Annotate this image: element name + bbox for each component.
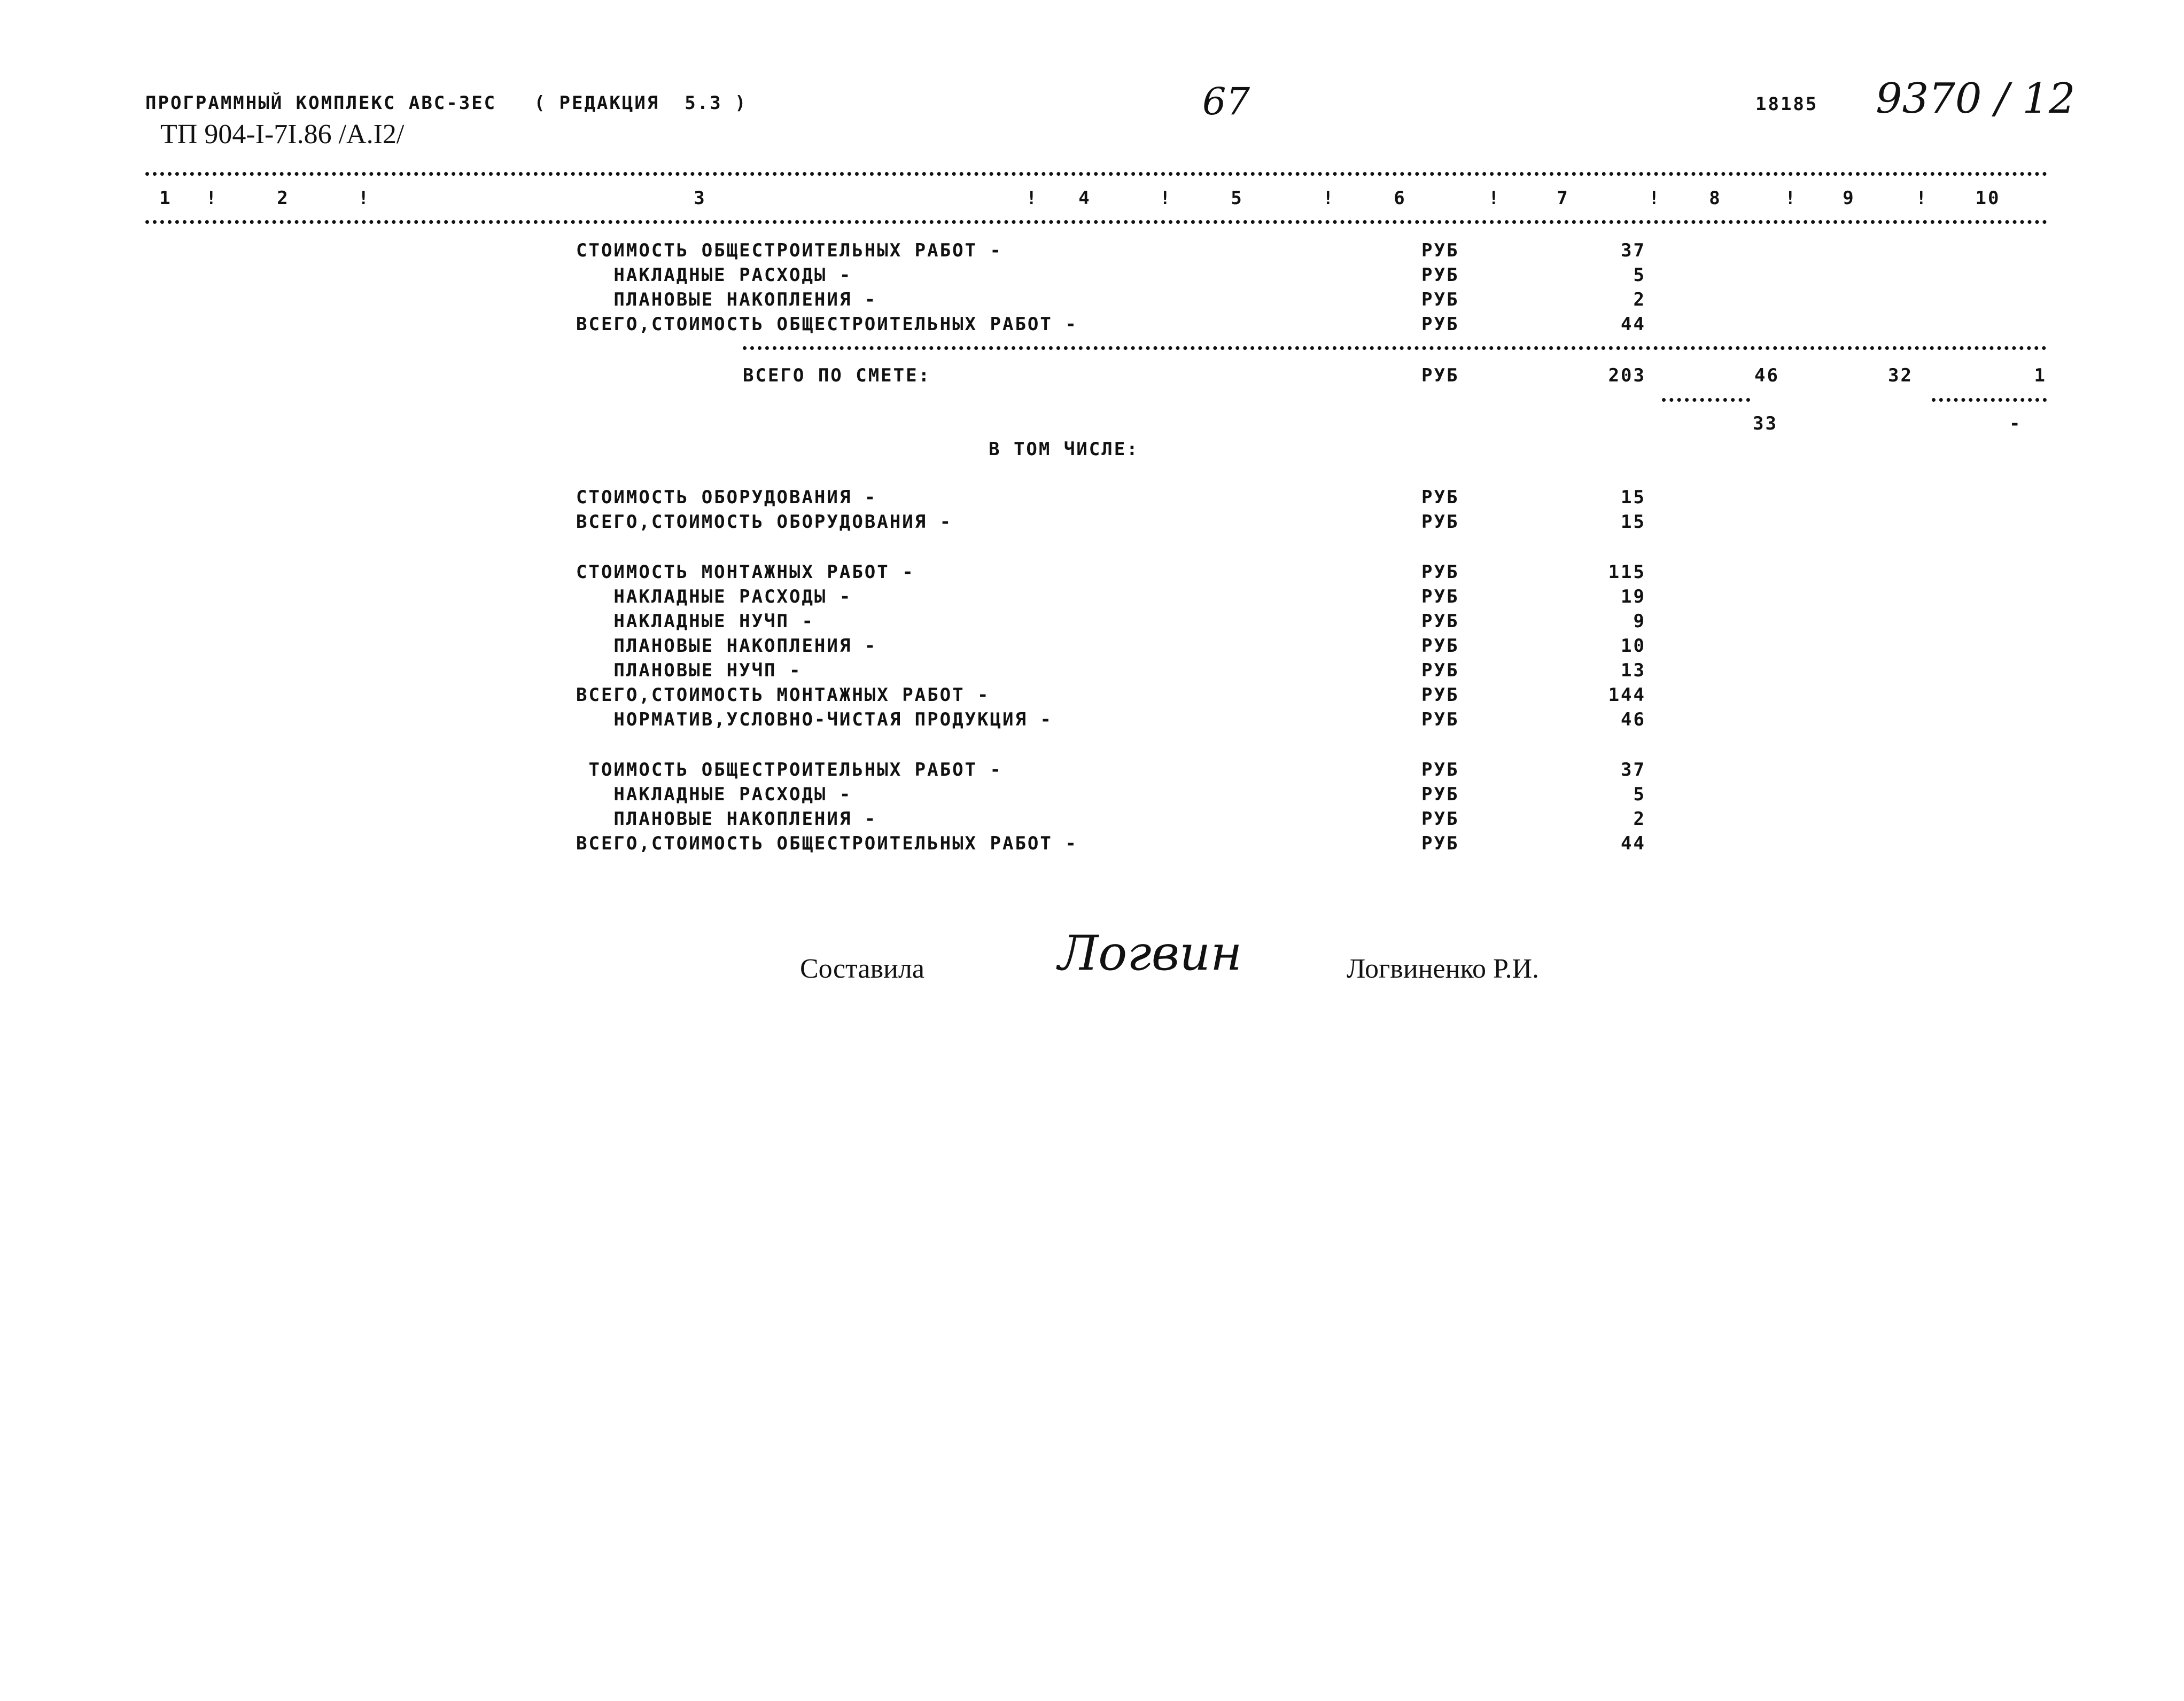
total-col9: 32 bbox=[1888, 365, 1913, 386]
document-code: ТП 904-I-7I.86 /А.I2/ bbox=[160, 119, 405, 150]
unit-cell: РУБ bbox=[1421, 611, 1459, 632]
item-label: НАКЛАДНЫЕ РАСХОДЫ - bbox=[576, 586, 852, 607]
item-label: ПЛАНОВЫЕ НУЧП - bbox=[576, 660, 802, 681]
total-col10: 1 bbox=[2034, 365, 2047, 386]
column-separator: ! bbox=[1916, 188, 1929, 209]
item-label: НАКЛАДНЫЕ НУЧП - bbox=[576, 611, 814, 632]
total-col8: 46 bbox=[1754, 365, 1779, 386]
unit-cell: РУБ bbox=[1421, 586, 1459, 607]
amount-cell: 15 bbox=[1621, 511, 1646, 533]
unit-cell: РУБ bbox=[1421, 635, 1459, 657]
total-col10-sub: - bbox=[2009, 413, 2022, 434]
item-label: СТОИМОСТЬ ОБОРУДОВАНИЯ - bbox=[576, 487, 877, 508]
unit-cell: РУБ bbox=[1421, 264, 1459, 286]
unit-cell: РУБ bbox=[1421, 365, 1459, 386]
header-bottom-rule bbox=[145, 220, 2048, 224]
unit-cell: РУБ bbox=[1421, 759, 1459, 781]
item-label: ПЛАНОВЫЕ НАКОПЛЕНИЯ - bbox=[576, 808, 877, 830]
top-rule bbox=[145, 172, 2048, 176]
column-number: 5 bbox=[1231, 188, 1243, 209]
column-number: 6 bbox=[1394, 188, 1406, 209]
column-number: 3 bbox=[694, 188, 706, 209]
amount-cell: 37 bbox=[1621, 759, 1646, 781]
column-separator: ! bbox=[1323, 188, 1335, 209]
amount-cell: 15 bbox=[1621, 487, 1646, 508]
column-number: 1 bbox=[159, 188, 172, 209]
unit-cell: РУБ bbox=[1421, 511, 1459, 533]
column-separator: ! bbox=[1488, 188, 1501, 209]
item-label: ПЛАНОВЫЕ НАКОПЛЕНИЯ - bbox=[576, 289, 877, 310]
column-separator: ! bbox=[1160, 188, 1172, 209]
item-label: ВСЕГО,СТОИМОСТЬ ОБЩЕСТРОИТЕЛЬНЫХ РАБОТ - bbox=[576, 314, 1078, 335]
col8-underline bbox=[1662, 398, 1750, 402]
compiled-by-label: Составила bbox=[800, 954, 924, 984]
amount-cell: 2 bbox=[1633, 808, 1646, 830]
unit-cell: РУБ bbox=[1421, 808, 1459, 830]
total-col7: 203 bbox=[1608, 365, 1646, 386]
item-label: ПЛАНОВЫЕ НАКОПЛЕНИЯ - bbox=[576, 635, 877, 657]
item-label: ТОИМОСТЬ ОБЩЕСТРОИТЕЛЬНЫХ РАБОТ - bbox=[576, 759, 1002, 781]
total-label: ВСЕГО ПО СМЕТЕ: bbox=[743, 365, 931, 386]
col10-underline bbox=[1932, 398, 2047, 402]
amount-cell: 46 bbox=[1621, 709, 1646, 730]
column-number: 9 bbox=[1843, 188, 1855, 209]
item-label: НОРМАТИВ,УСЛОВНО-ЧИСТАЯ ПРОДУКЦИЯ - bbox=[576, 709, 1053, 730]
amount-cell: 2 bbox=[1633, 289, 1646, 310]
compiler-name: Логвиненко Р.И. bbox=[1347, 954, 1540, 984]
amount-cell: 13 bbox=[1621, 660, 1646, 681]
amount-cell: 9 bbox=[1633, 611, 1646, 632]
item-label: ВСЕГО,СТОИМОСТЬ ОБОРУДОВАНИЯ - bbox=[576, 511, 953, 533]
item-label: НАКЛАДНЫЕ РАСХОДЫ - bbox=[576, 784, 852, 805]
item-label: НАКЛАДНЫЕ РАСХОДЫ - bbox=[576, 264, 852, 286]
unit-cell: РУБ bbox=[1421, 561, 1459, 583]
item-label: ВСЕГО,СТОИМОСТЬ ОБЩЕСТРОИТЕЛЬНЫХ РАБОТ - bbox=[576, 833, 1078, 854]
amount-cell: 144 bbox=[1608, 684, 1646, 706]
sheet-reference: 9370 / 12 bbox=[1876, 75, 2076, 123]
including-label: В ТОМ ЧИСЛЕ: bbox=[989, 439, 1139, 460]
column-separator: ! bbox=[1785, 188, 1798, 209]
unit-cell: РУБ bbox=[1421, 660, 1459, 681]
amount-cell: 115 bbox=[1608, 561, 1646, 583]
column-number: 10 bbox=[1975, 188, 2001, 209]
program-title: ПРОГРАММНЫЙ КОМПЛЕКС АВС-3ЕС ( РЕДАКЦИЯ 5.3 ) bbox=[145, 92, 748, 114]
amount-cell: 44 bbox=[1621, 833, 1646, 854]
item-label: ВСЕГО,СТОИМОСТЬ МОНТАЖНЫХ РАБОТ - bbox=[576, 684, 990, 706]
subtotal-rule bbox=[743, 346, 2047, 350]
page-number: 67 bbox=[1202, 80, 1250, 123]
unit-cell: РУБ bbox=[1421, 684, 1459, 706]
signature: Логвин bbox=[1058, 925, 1242, 981]
unit-cell: РУБ bbox=[1421, 289, 1459, 310]
amount-cell: 19 bbox=[1621, 586, 1646, 607]
column-separator: ! bbox=[1026, 188, 1039, 209]
amount-cell: 37 bbox=[1621, 240, 1646, 261]
unit-cell: РУБ bbox=[1421, 240, 1459, 261]
unit-cell: РУБ bbox=[1421, 833, 1459, 854]
column-separator: ! bbox=[358, 188, 371, 209]
column-number: 2 bbox=[277, 188, 290, 209]
column-separator: ! bbox=[206, 188, 219, 209]
item-label: СТОИМОСТЬ МОНТАЖНЫХ РАБОТ - bbox=[576, 561, 915, 583]
amount-cell: 10 bbox=[1621, 635, 1646, 657]
amount-cell: 44 bbox=[1621, 314, 1646, 335]
unit-cell: РУБ bbox=[1421, 314, 1459, 335]
total-col8-sub: 33 bbox=[1753, 413, 1778, 434]
unit-cell: РУБ bbox=[1421, 709, 1459, 730]
column-separator: ! bbox=[1649, 188, 1661, 209]
unit-cell: РУБ bbox=[1421, 784, 1459, 805]
amount-cell: 5 bbox=[1633, 264, 1646, 286]
column-number: 8 bbox=[1709, 188, 1722, 209]
column-number: 4 bbox=[1078, 188, 1091, 209]
column-number: 7 bbox=[1557, 188, 1569, 209]
amount-cell: 5 bbox=[1633, 784, 1646, 805]
archive-code: 18185 bbox=[1755, 93, 1818, 115]
unit-cell: РУБ bbox=[1421, 487, 1459, 508]
item-label: СТОИМОСТЬ ОБЩЕСТРОИТЕЛЬНЫХ РАБОТ - bbox=[576, 240, 1002, 261]
